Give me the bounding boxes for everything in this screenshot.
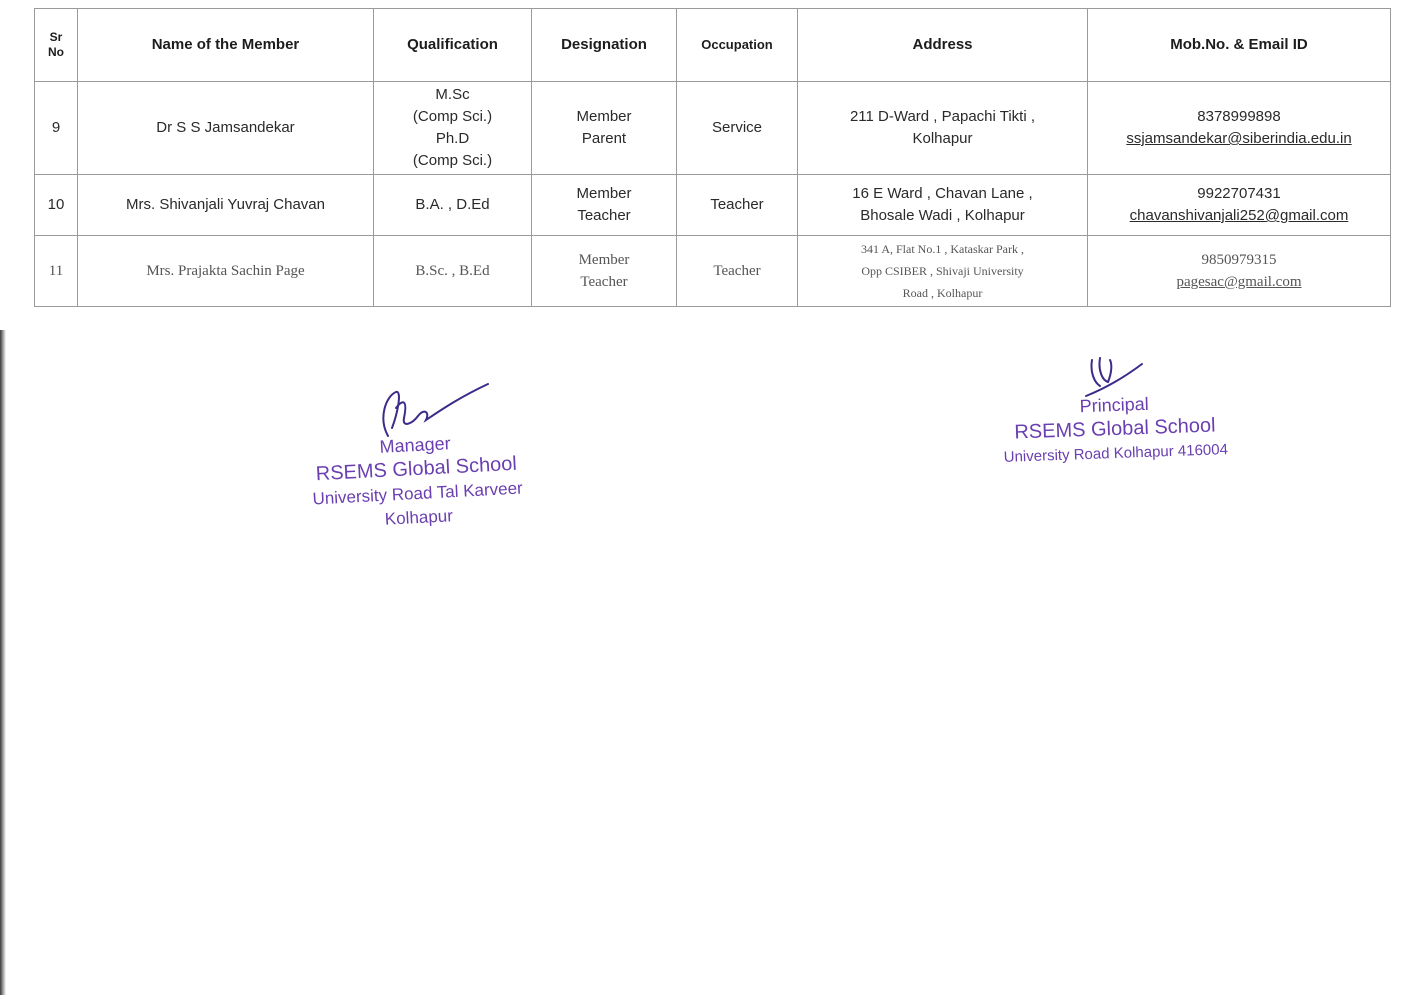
stamp-org: RSEMS Global School [1014, 414, 1216, 444]
cell-designation [532, 236, 677, 307]
designation-line: Teacher [577, 207, 631, 224]
table-header-row [35, 9, 1391, 82]
designation-line: Member [576, 185, 632, 202]
address-line: 211 D-Ward , Papachi Tikti , [849, 108, 1036, 125]
mobile-number: 9850979315 [1201, 252, 1277, 268]
table-row [35, 175, 1391, 236]
qualification-line: M.Sc [435, 86, 470, 103]
stamp-role: Principal [1079, 393, 1149, 417]
cell-qualification [374, 236, 532, 307]
qualification-line: (Comp Sci.) [412, 152, 493, 169]
scan-edge-shadow [0, 330, 6, 995]
cell-designation [532, 82, 677, 175]
members-table [34, 8, 1391, 307]
stamp-city: Kolhapur [384, 506, 454, 529]
header-address: Address [798, 9, 1088, 82]
address-line: Bhosale Wadi , Kolhapur [860, 207, 1025, 224]
cell-address [798, 175, 1088, 236]
cell-designation [532, 175, 677, 236]
address-line: Opp CSIBER , Shivaji University [861, 264, 1024, 278]
cell-name: Mrs. Shivanjali Yuvraj Chavan [78, 175, 374, 236]
email-link[interactable]: chavanshivanjali252@gmail.com [1129, 207, 1349, 224]
stamp-role: Manager [379, 433, 452, 457]
header-qualification: Qualification [374, 9, 532, 82]
mobile-number: 8378999898 [1197, 108, 1281, 125]
cell-qualification [374, 175, 532, 236]
qualification-line: (Comp Sci.) [412, 108, 493, 125]
designation-line: Member [576, 108, 632, 125]
cell-occupation: Teacher [677, 175, 798, 236]
header-name: Name of the Member [78, 9, 374, 82]
qualification-line: B.A. , D.Ed [415, 196, 490, 213]
cell-address [798, 236, 1088, 307]
cell-sr-no: 11 [35, 236, 78, 307]
designation-line: Parent [581, 130, 627, 147]
cell-contact [1088, 82, 1391, 175]
cell-qualification [374, 82, 532, 175]
stamp-address: University Road Kolhapur 416004 [1003, 441, 1229, 466]
table-row [35, 236, 1391, 307]
principal-stamp [974, 389, 1256, 471]
cell-sr-no: 9 [35, 82, 78, 175]
cell-contact [1088, 175, 1391, 236]
manager-stamp [280, 427, 555, 537]
cell-address [798, 82, 1088, 175]
qualification-line: Ph.D [435, 130, 470, 147]
mobile-number: 9922707431 [1197, 185, 1281, 202]
address-line: Kolhapur [912, 130, 973, 147]
stamp-address: University Road Tal Karveer [312, 478, 524, 509]
table-row [35, 82, 1391, 175]
header-contact: Mob.No. & Email ID [1088, 9, 1391, 82]
cell-contact [1088, 236, 1391, 307]
stamp-org: RSEMS Global School [315, 452, 518, 486]
qualification-line: B.Sc. , B.Ed [415, 263, 490, 279]
header-designation: Designation [532, 9, 677, 82]
header-occupation: Occupation [677, 9, 798, 82]
header-sr-no: Sr No [35, 9, 78, 82]
cell-name: Mrs. Prajakta Sachin Page [78, 236, 374, 307]
cell-occupation: Teacher [677, 236, 798, 307]
email-link[interactable]: pagesac@gmail.com [1176, 274, 1302, 290]
cell-occupation: Service [677, 82, 798, 175]
email-link[interactable]: ssjamsandekar@siberindia.edu.in [1126, 130, 1352, 147]
cell-sr-no: 10 [35, 175, 78, 236]
cell-name: Dr S S Jamsandekar [78, 82, 374, 175]
address-line: 16 E Ward , Chavan Lane , [852, 185, 1033, 202]
designation-line: Member [578, 252, 630, 268]
designation-line: Teacher [580, 274, 628, 290]
address-line: 341 A, Flat No.1 , Kataskar Park , [861, 242, 1024, 256]
address-line: Road , Kolhapur [902, 286, 983, 300]
